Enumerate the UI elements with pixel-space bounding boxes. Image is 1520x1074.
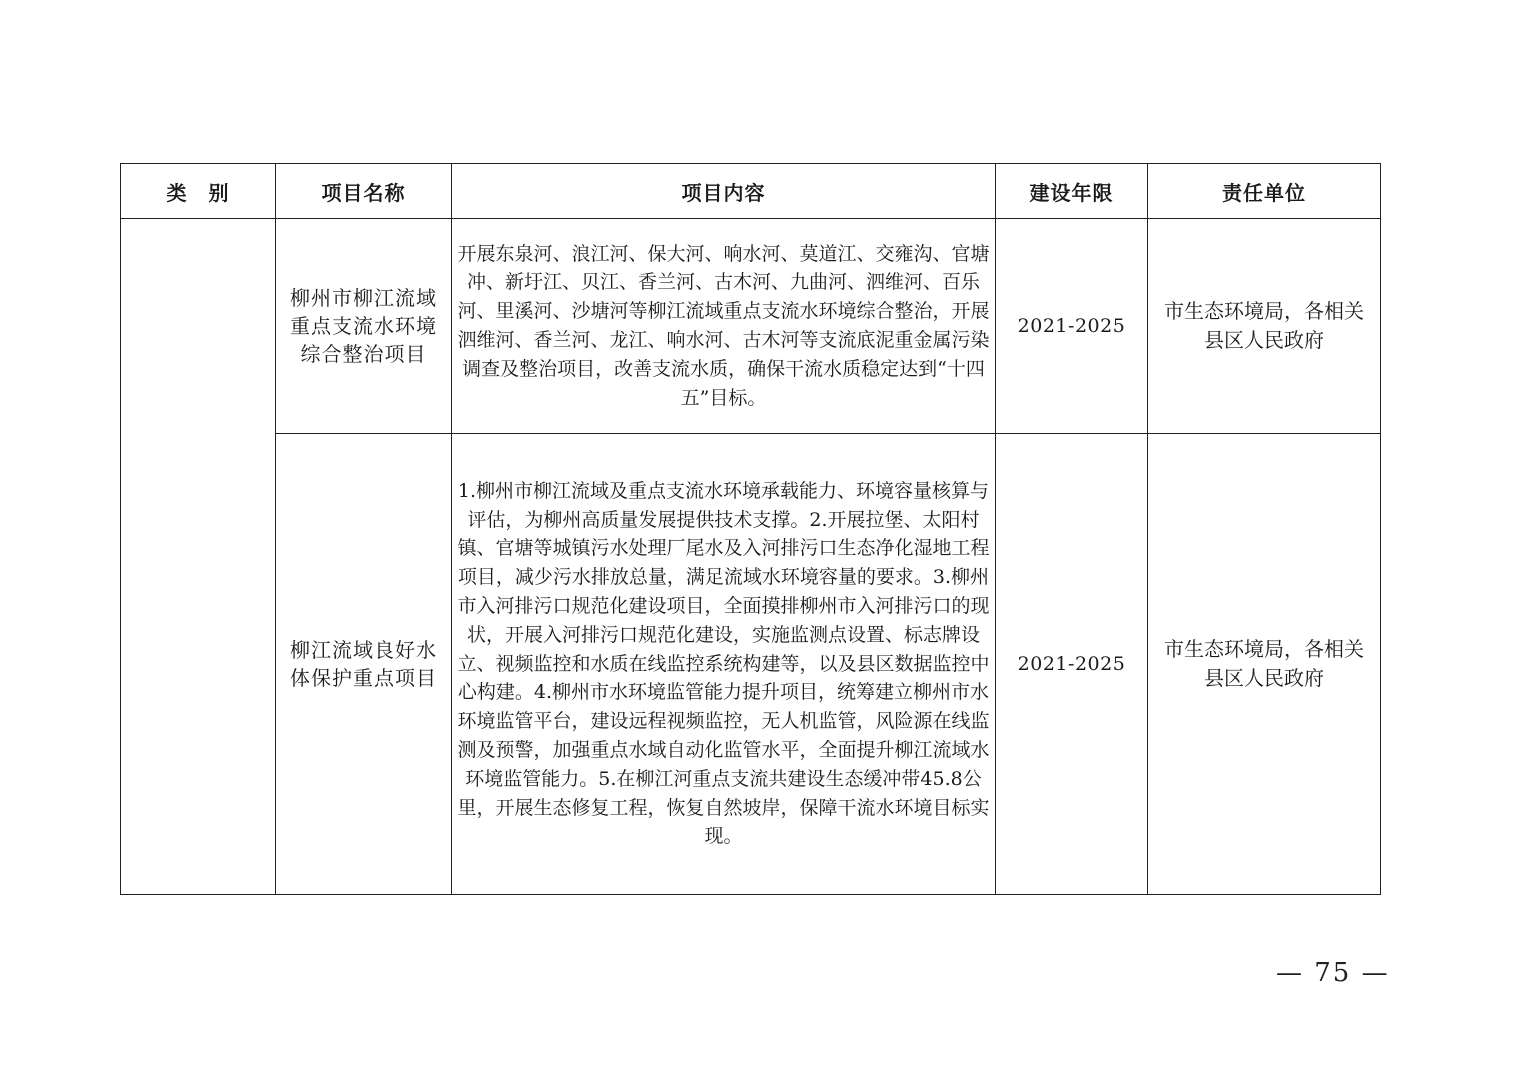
responsible-unit-line: 市生态环境局，各相关 — [1164, 299, 1364, 323]
project-name-line: 柳江流域良好水 — [290, 638, 437, 662]
header-project-content: 项目内容 — [452, 164, 996, 219]
header-project-name: 项目名称 — [276, 164, 452, 219]
header-responsible-unit: 责任单位 — [1148, 164, 1381, 219]
page-number: — 75 — — [1276, 958, 1390, 988]
table-row — [121, 219, 1381, 434]
project-name-line: 重点支流水环境 — [290, 314, 437, 338]
project-table — [120, 163, 1381, 895]
table-header-row — [121, 164, 1381, 219]
project-content-cell — [452, 434, 996, 895]
responsible-unit-line: 县区人民政府 — [1204, 666, 1324, 690]
construction-period-cell: 2021-2025 — [996, 434, 1148, 895]
project-name-cell — [276, 434, 452, 895]
header-category: 类 别 — [121, 164, 276, 219]
project-name-line: 综合整治项目 — [300, 342, 427, 366]
header-construction-period: 建设年限 — [996, 164, 1148, 219]
table-row — [121, 434, 1381, 895]
project-content-text: 1.柳州市柳江流域及重点支流水环境承载能力、环境容量核算与评估，为柳州高质量发展提供技术支撑。2.开展拉堡、太阳村镇、官塘等城镇污水处理厂尾水及入河排污口生态净化湿地工程项目，减少污水排放总量，满足流域水环境容量的要求。3.柳州市入河排污口规范化建设项目，全面摸排柳州市入河排污口的现状，开展入河排污口规范化建设，实施监测点设置、标志牌设立、视频监控和水质在线监控系统构建等，以及县区数据监控中心构建。4.柳州市水环境监管能力提升项目，统筹建立柳州市水环境监管平台，建设远程视频监控，无人机监管，风险源在线监测及预警，加强重点水域自动化监管水平，全面提升柳江流域水环境监管能力。5.在柳江河重点支流共建设生态缓冲带45.8公里，开展生态修复工程，恢复自然坡岸，保障干流水环境目标实现。 — [457, 479, 990, 848]
project-content-cell — [452, 219, 996, 434]
project-name-line: 体保护重点项目 — [290, 666, 437, 690]
construction-period-cell: 2021-2025 — [996, 219, 1148, 434]
project-name-cell — [276, 219, 452, 434]
responsible-unit-line: 市生态环境局，各相关 — [1164, 637, 1364, 661]
responsible-unit-line: 县区人民政府 — [1204, 328, 1324, 352]
category-cell — [121, 219, 276, 895]
project-name-line: 柳州市柳江流域 — [290, 286, 437, 310]
responsible-unit-cell — [1148, 434, 1381, 895]
responsible-unit-cell — [1148, 219, 1381, 434]
project-content-text: 开展东泉河、浪江河、保大河、响水河、莫道江、交雍沟、官塘冲、新圩江、贝江、香兰河、古木河、九曲河、泗维河、百乐河、里溪河、沙塘河等柳江流域重点支流水环境综合整治，开展泗维河、香兰河、龙江、响水河、古木河等支流底泥重金属污染调查及整治项目，改善支流水质，确保干流水质稳定达到“十四五”目标。 — [457, 242, 990, 409]
